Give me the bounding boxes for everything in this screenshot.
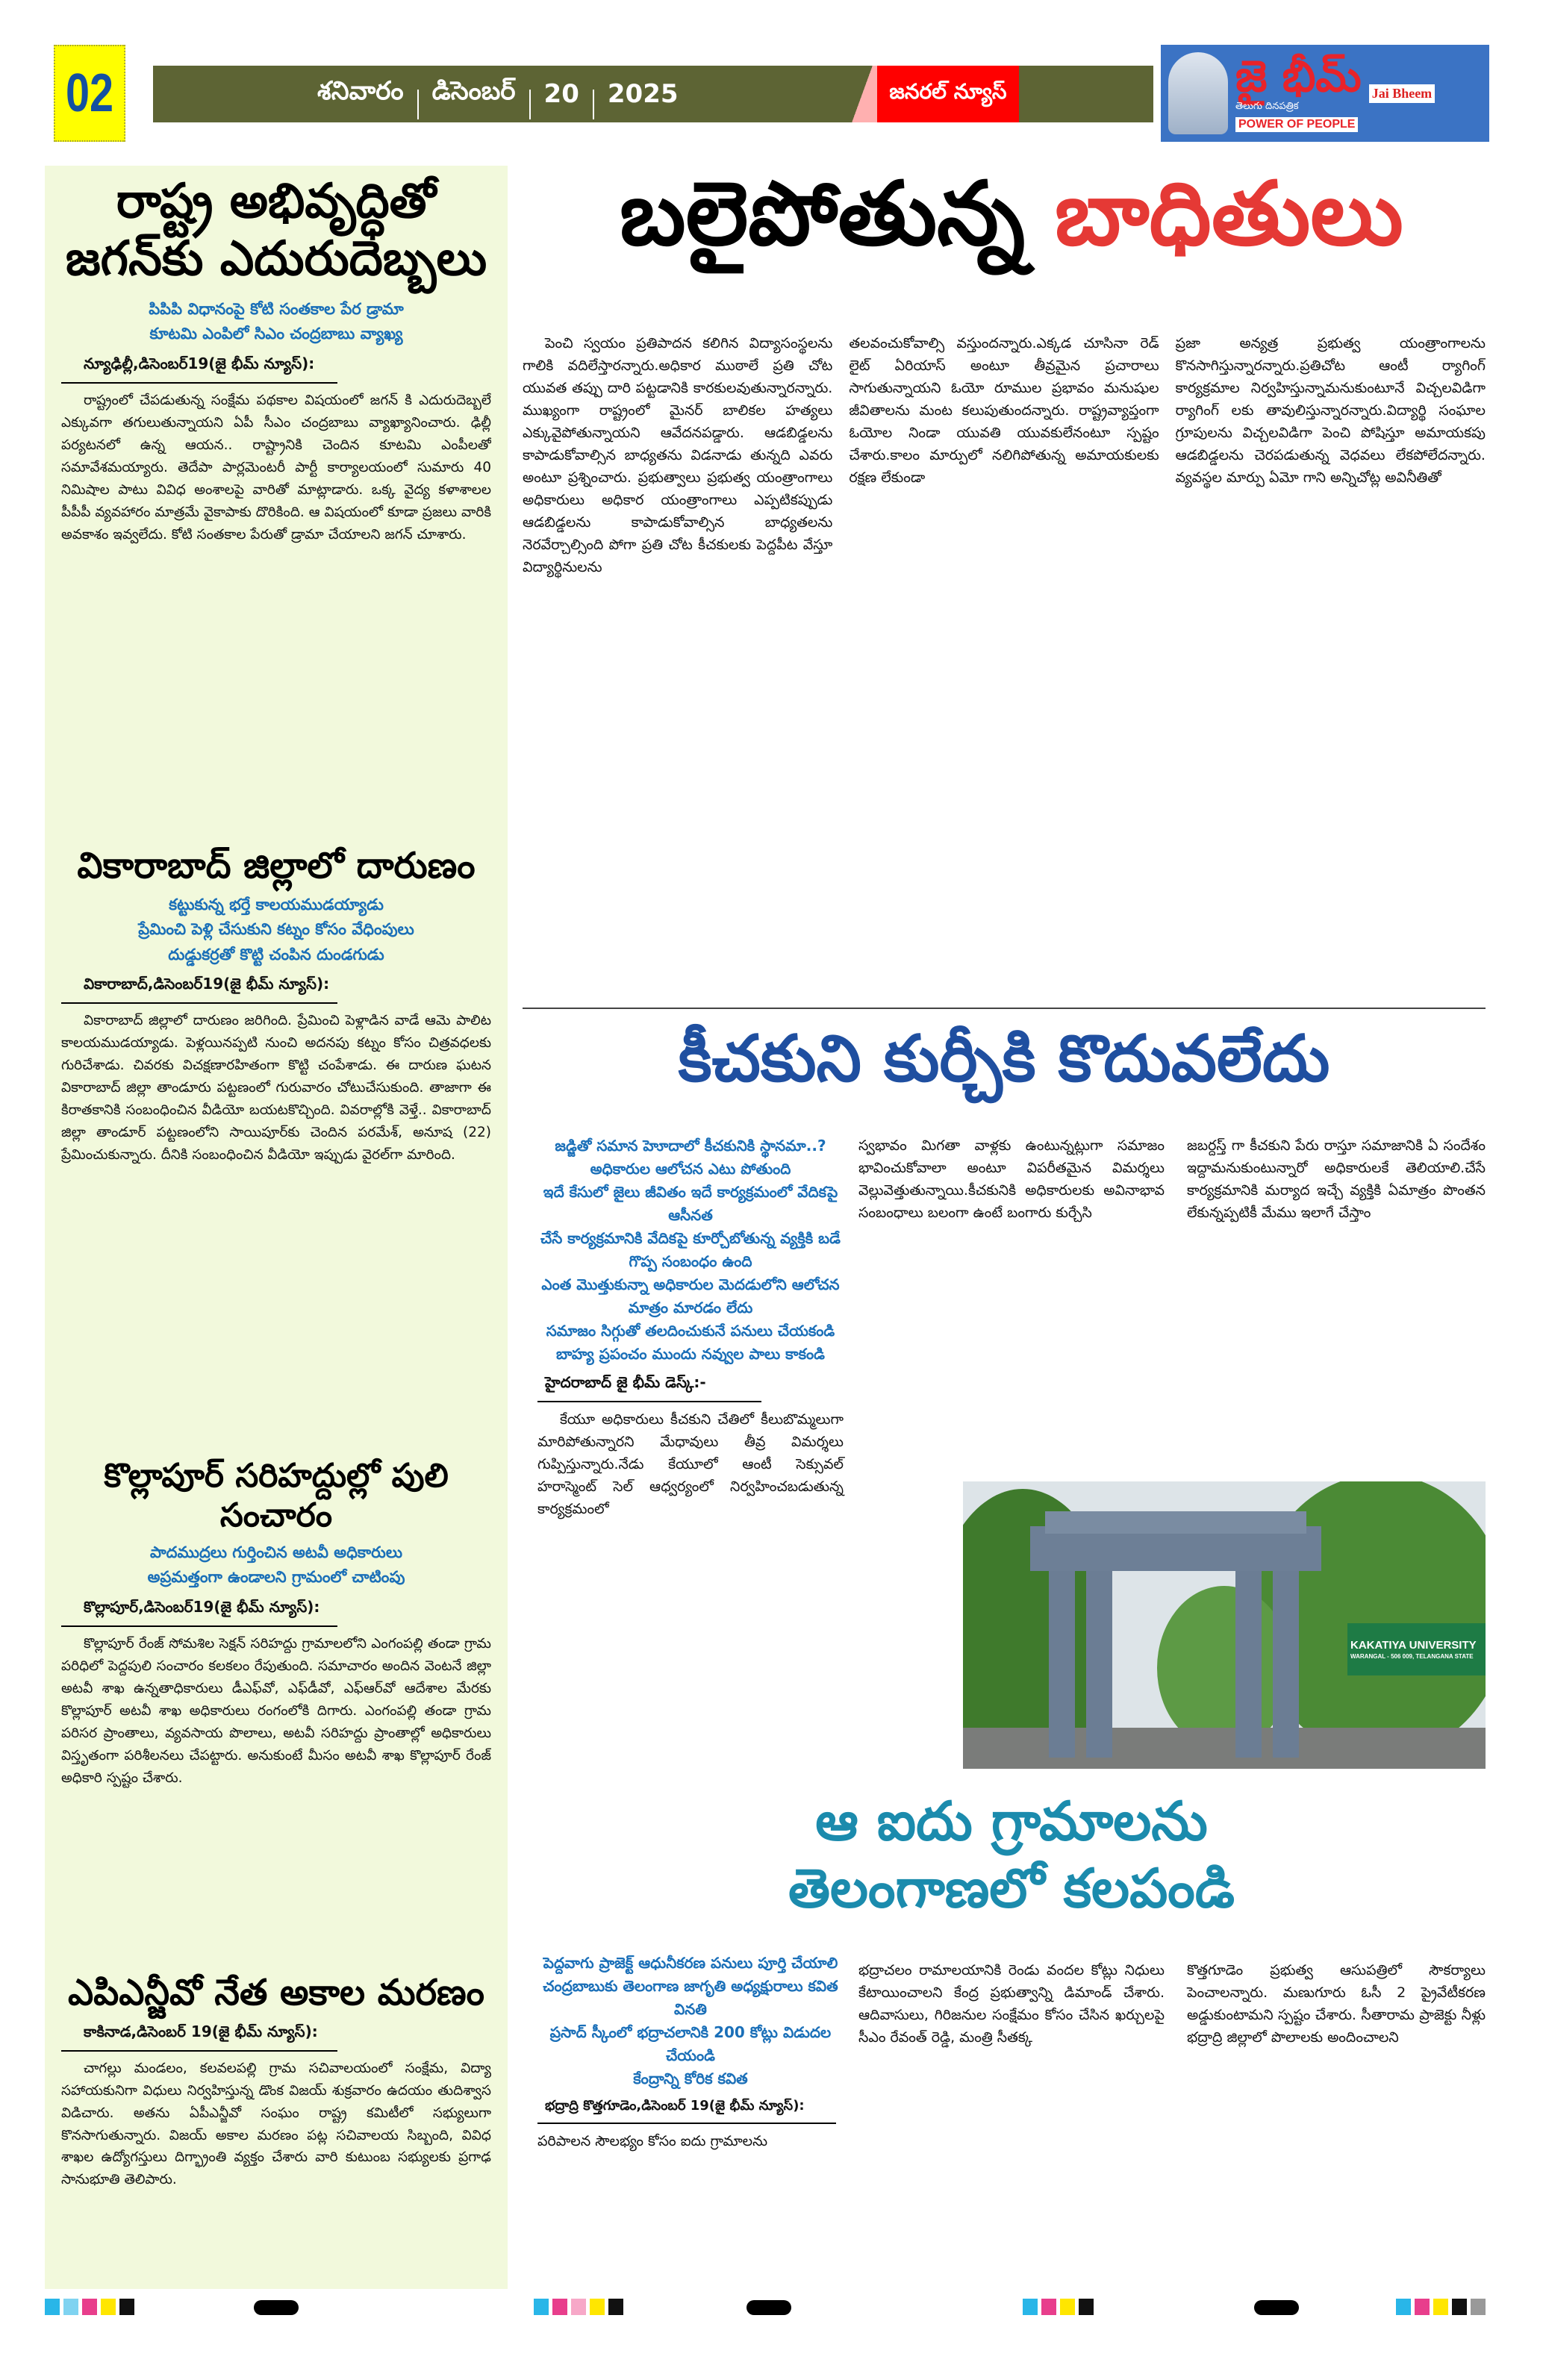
story-apngo	[61, 1972, 491, 2285]
logo-title: జై భీమ్	[1235, 51, 1362, 101]
story-body: చాగల్లు మండలం, కలవలపల్లి గ్రామ సచివాలయంలో సంక్షేమ, విద్యా సహాయకునిగా విధులు నిర్వహిస్తున్న డొంక విజయ్ శుక్రవారం ఉదయం తుదిశ్వాస విడిచారు. అతను ఏపీఎన్జీవో సంఘం రాష్ట్ర కమిటీలో సభ్యులుగా కొనసాగుతున్నారు. విజయ్ అకాల మరణం పట్ల సచివాలయ సిబ్బంది, వివిధ శాఖల ఉద్యోగస్తులు దిగ్భ్రాంతి వ్యక్తం చేశారు వారి కుటుంబ సభ్యులకు ప్రగాఢ సానుభూతి తెలిపారు.	[61, 2060, 491, 2188]
story-subhead: సమాజం సిగ్గుతో తలదించుకునే పనులు చేయకండి	[546, 1322, 835, 1340]
color-swatch	[1023, 2299, 1038, 2315]
university-sign-name: KAKATIYA UNIVERSITY	[1350, 1639, 1477, 1652]
color-swatch	[101, 2299, 116, 2315]
kichaka-column-3: జబర్దస్త్ గా కీచకుని పేరు రాస్తూ సమాజానికి ఏ సందేశం ఇద్దామనుకుంటున్నారో అధికారులకే తెలియాలి.చేసే కార్యక్రమానికి మర్యాద ఇచ్చే వ్యక్తికి ఏమాత్రం పొంతన లేకున్నప్పటికీ మేము ఇలాగే చేస్తాం	[1187, 1137, 1486, 1222]
page-number: 02	[54, 45, 125, 142]
section-divider	[523, 1008, 1486, 1009]
story-subhead: అధికారుల ఆలోచన ఎటు పోతుంది	[590, 1160, 791, 1178]
story-subhead: ప్రసాద్ స్కీంలో భద్రాచలానికి 200 కోట్లు విడుదల చేయండి	[549, 2023, 832, 2064]
color-swatch	[1396, 2299, 1411, 2315]
story-dateline: కొల్లాపూర్,డిసెంబర్19(జై భీమ్ న్యూస్):	[61, 1590, 337, 1627]
kichaka-column-2: స్వభావం మిగతా వాళ్లకు ఉంటున్నట్లుగా సమాజం భావించుకోవాలా అంటూ విపరీతమైన విమర్శలు వెల్లువెత్తుతున్నాయి.కీచకునికి అధికారులకు అవినాభావ సంబంధాలు బలంగా ఉంటే బంగారు కుర్చేసి	[858, 1137, 1165, 1222]
color-swatch	[1471, 2299, 1486, 2315]
print-color-marks	[0, 2299, 1543, 2321]
color-swatch	[608, 2299, 623, 2315]
kavitha-column-1	[537, 1952, 844, 2152]
story-subhead: జడ్జితో సమాన హెూదాలో కీచకునికి స్థానమా..?	[555, 1137, 826, 1155]
registration-mark	[1254, 2300, 1299, 2315]
tv-logo: Jai Bheem	[1369, 84, 1436, 103]
color-swatch	[590, 2299, 605, 2315]
story-subhead: పాదముద్రలు గుర్తించిన అటవీ అధికారులు	[150, 1543, 402, 1561]
year: 2025	[607, 79, 679, 109]
section-badge: జనరల్ న్యూస్	[877, 66, 1019, 122]
story-body: వికారాబాద్ జిల్లాలో దారుణం జరిగింది. ప్రేమించి పెళ్లాడిన వాడే ఆమె పాలిట కాలయముడయ్యాడు. పెళ్లయినప్పటి నుంచి అదనపు కట్నం కోసం చిత్రవధలకు గురిచేశాడు. చివరకు విచక్షణారహితంగా కొట్టి చంపేశాడు. ఈ దారుణ ఘటన వికారాబాద్ జిల్లా తాండూరు పట్టణంలో గురువారం చోటుచేసుకుంది. తాజాగా ఈ కిరాతకానికి సంబంధించిన వీడియో బయటకొచ్చింది. వివరాల్లోకి వెళ్తే.. వికారాబాద్ జిల్లా తాండూర్ పట్టణంలోని సాయిపూర్‌కు చెందిన పరమేశ్, అనూష (22) ప్రేమించుకున్నారు. దీనికి సంబంధించిన వీడియో ఇప్పుడు వైరల్‌గా మారింది.	[61, 1013, 491, 1164]
story-headline: ఎపిఎన్జీవో నేత అకాల మరణం	[67, 1972, 485, 2014]
color-swatch	[82, 2299, 97, 2315]
story-subhead: అప్రమత్తంగా ఉండాలని గ్రామంలో చాటింపు	[147, 1568, 405, 1587]
story-subhead: ఎంత మొత్తుకున్నా అధికారుల మెదడులోని ఆలోచన మాత్రం మారడం లేదు	[541, 1275, 840, 1317]
story-subhead: బాహ్య ప్రపంచం ముందు నవ్వుల పాలు కాకండి	[556, 1345, 825, 1363]
story-headline: కొల్లాపూర్ సరిహద్దుల్లో పులి సంచారం	[104, 1457, 449, 1534]
story-dateline: భద్రాద్రి కొత్తగూడెం,డిసెంబర్ 19(జై భీమ్ న్యూస్):	[537, 2090, 836, 2124]
divider	[417, 90, 419, 119]
lead-headline-red: బాధితులు	[1054, 161, 1403, 265]
university-sign-address: WARANGAL - 506 009, TELANGANA STATE	[1350, 1652, 1474, 1660]
story-vikarabad	[61, 845, 491, 1457]
color-swatch	[1079, 2299, 1094, 2315]
color-swatch	[119, 2299, 134, 2315]
color-swatch	[534, 2299, 549, 2315]
color-swatch	[552, 2299, 567, 2315]
lead-column-3: ప్రజా అన్యత్ర ప్రభుత్వ యంత్రాంగాలను కొనసాగిస్తున్నారన్నారు.ప్రతిచోట ఆంటీ ర్యాగింగ్ కార్యక్రమాల నిర్వహిస్తున్నామనుకుంటూనే విచ్చలవిడిగా ర్యాగింగ్ లకు తావులిస్తున్నారన్నారు.విద్యార్థి సంఘాల గ్రూపులను విచ్చలవిడిగా పెంచి పోషిస్తూ అమాయకపు ఆడబిడ్డలను చెరపడుతున్న వెధవలు లేకపోలేదన్నారు. వ్యవస్థల మార్పు ఏమో గాని అన్నిచోట్ల అవినీతితో	[1175, 335, 1486, 487]
story-body: రాష్ట్రంలో చేపడుతున్న సంక్షేమ పథకాల విషయంలో జగన్ కి ఎదురుదెబ్బలే ఎక్కువగా తగులుతున్నాయని ఏపీ సీఎం చంద్రబాబు వ్యాఖ్యానించారు. ఢిల్లీ పర్యటనలో ఉన్న ఆయన.. రాష్ట్రానికి చెందిన కూటమి ఎంపీలతో సమావేశమయ్యారు. తెదేపా పార్లమెంటరీ పార్టీ కార్యాలయంలో సుమారు 40 నిమిషాల పాటు వివిధ అంశాలపై వారితో మాట్లాడారు. ఒక్క వైద్య కళాశాలల పీపీపీ వ్యవహారం మాత్రమే వైకాపాకు దొరికింది. ఆ విషయంలో కూడా ప్రజలు వారికి అవకాశం ఇవ్వలేదు. కోటి సంతకాల పేరుతో డ్రామా చేయాలని జగన్ చూశారు.	[61, 392, 491, 543]
kichaka-column-1	[537, 1134, 844, 1520]
story-dateline: హైదరాబాద్ జై భీమ్ డెస్క్:-	[537, 1366, 761, 1402]
story-dateline: వికారాబాద్,డిసెంబర్19(జై భీమ్ న్యూస్):	[61, 967, 337, 1004]
kakatiya-university-gate-photo	[963, 1481, 1486, 1769]
story-kollapur	[61, 1457, 491, 1972]
story-headline: వికారాబాద్ జిల్లాలో దారుణం	[77, 845, 476, 887]
month: డిసెంబర్	[431, 76, 516, 106]
lead-headline	[537, 161, 1486, 284]
color-swatch	[1041, 2299, 1056, 2315]
date: 20	[543, 79, 579, 109]
story-subhead: చేసే కార్యక్రమానికి వేదికపై కూర్చోబోతున్న వ్యక్తికి బడే గొప్ప సంబంధం ఉంది	[540, 1229, 841, 1270]
ambedkar-portrait-icon	[1168, 52, 1228, 134]
story-subhead: చంద్రబాబుకు తెలంగాణ జాగృతి అధ్యక్షురాలు కవిత వినతి	[543, 1977, 838, 2018]
color-swatch	[1060, 2299, 1075, 2315]
kavitha-headline-line-2: తెలంగాణలో కలపండి	[788, 1857, 1235, 1920]
story-body: పరిపాలన సౌలభ్యం కోసం ఐదు గ్రామాలను	[537, 2133, 768, 2149]
story-dateline: న్యూఢిల్లీ,డిసెంబర్19(జై భీమ్ న్యూస్):	[61, 347, 337, 384]
kavitha-column-2: భద్రాచలం రామాలయానికి రెండు వందల కోట్లు నిధులు కేటాయించాలని కేంద్ర ప్రభుత్వాన్ని డిమాండ్ చేశారు. ఆదివాసులు, గిరిజనుల సంక్షేమం కోసం చేసిన ఖర్చులపై సీఎం రేవంత్ రెడ్డి, మంత్రి సీతక్క	[858, 1962, 1165, 2046]
color-swatch	[63, 2299, 78, 2315]
newspaper-logo	[1161, 45, 1489, 142]
story-subhead: ప్రేమించి పెళ్లి చేసుకుని కట్నం కోసం వేధింపులు	[138, 920, 414, 939]
day: శనివారం	[317, 76, 404, 106]
story-subhead: కూటమి ఎంపిలో సిఎం చంద్రబాబు వ్యాఖ్య	[149, 325, 403, 343]
logo-tagline: తెలుగు దినపత్రిక	[1235, 101, 1299, 112]
color-swatch	[1415, 2299, 1430, 2315]
story-headline: రాష్ట్ర అభివృద్ధితో జగన్‌కు ఎదురుదెబ్బలు	[65, 174, 487, 287]
story-jagan	[61, 173, 491, 845]
story-subhead: పెద్దవాగు ప్రాజెక్ట్ ఆధునీకరణ పనులు పూర్తి చేయాలి	[543, 1954, 838, 1972]
story-body: కేయూ అధికారులు కీచకుని చేతిలో కీలుబొమ్మలుగా మారిపోతున్నారని మేధావులు తీవ్ర విమర్శలు గుప్పిస్తున్నారు.నేడు కేయూలో ఆంటీ సెక్సువల్ హరాస్మెంట్ సెల్ ఆధ్వర్యంలో నిర్వహించబడుతున్న కార్యక్రమంలో	[537, 1411, 844, 1518]
story-body: కొల్లాపూర్ రేంజ్ సోమశిల సెక్షన్ సరిహద్దు గ్రామాలలోని ఎంగంపల్లి తండా గ్రామ పరిధిలో పెద్దపులి సంచారం కలకలం రేపుతుంది. సమాచారం అందిన వెంటనే జిల్లా అటవీ శాఖ ఉన్నతాధికారులు డీఎఫ్‌వో, ఎఫ్‌డీవో, ఎఫ్ఆర్‌వో ఆదేశాల మేరకు కొల్లాపూర్ అటవీ శాఖ అధికారులు రంగంలోకి దిగారు. ఎంగంపల్లి తండా గ్రామ పరిసర ప్రాంతాలు, వ్యవసాయ పొలాలు, అటవీ సరిహద్దు ప్రాంతాల్లో అధికారులు విస్తృతంగా పరిశీలనలు చేపట్టారు. అనుకుంటే మీసం అటవీ శాఖ కొల్లాపూర్ రేంజ్ అధికారి స్పష్టం చేశారు.	[61, 1635, 491, 1786]
color-swatch	[1452, 2299, 1467, 2315]
divider	[593, 90, 594, 119]
story-subhead: దుడ్డుకర్రతో కొట్టి చంపిన దుండగుడు	[168, 945, 384, 963]
color-swatch	[571, 2299, 586, 2315]
kavitha-headline-line-1: ఆ ఐదు గ్రామాలను	[815, 1790, 1208, 1852]
divider	[529, 90, 531, 119]
story-subhead: కేంద్రాన్ని కోరిక కవిత	[633, 2070, 748, 2087]
logo-slogan: POWER OF PEOPLE	[1235, 117, 1358, 132]
kavitha-headline	[537, 1787, 1486, 1922]
left-news-column	[45, 166, 508, 2289]
story-dateline: కాకినాడ,డిసెంబర్ 19(జై భీమ్ న్యూస్):	[61, 2015, 337, 2052]
kavitha-column-3: కొత్తగూడెం ప్రభుత్వ ఆసుపత్రిలో సౌకర్యాలు పెంచాలన్నారు. మణుగూరు ఓసీ 2 ప్రైవేటీకరణ అడ్డుకుంటామని స్పష్టం చేశారు. సీతారామ ప్రాజెక్టు నీళ్లు భద్రాద్రి జిల్లాలో పొలాలకు అందించాలని	[1187, 1962, 1486, 2046]
kichaka-headline: కీచకుని కుర్చీకి కొదువలేదు	[678, 1022, 1330, 1096]
university-sign	[1347, 1623, 1486, 1675]
lead-column-1: పెంచి స్వయం ప్రతిపాదన కలిగిన విద్యాసంస్థలను గాలికి వదిలేస్తారన్నారు.అధికార ముఠాలే ప్రతి చోట యువత తప్పు దారి పట్టడానికి కారకులవుతున్నారన్నారు. ముఖ్యంగా రాష్ట్రంలో మైనర్ బాలికల హత్యలు ఎక్కువైపోతున్నాయని ఆవేదనపడ్డారు. ఆడబిడ్డలను కాపాడుకోవాల్సిన బాధ్యతను విడనాడు తున్నది ఎవరు అంటూ ప్రశ్నించారు. ప్రభుత్వాలు ప్రభుత్వ యంత్రాంగాలు అధికారులు అధికార యంత్రాంగాలు ఎప్పటికప్పుడు ఆడబిడ్డలను కాపాడుకోవాల్సిన బాధ్యతలను నెరవేర్చాల్సింది పోగా ప్రతి చోట కీచకులకు పెద్దపీట వేస్తూ విద్యార్థినులను	[523, 335, 833, 576]
color-swatch	[1433, 2299, 1448, 2315]
lead-story-body	[523, 332, 1486, 996]
story-subhead: ఇదే కేసులో జైలు జీవితం ఇదే కార్యక్రమంలో వేదికపై ఆసీనత	[543, 1183, 838, 1224]
registration-mark	[746, 2300, 791, 2315]
registration-mark	[254, 2300, 299, 2315]
story-subhead: కట్టుకున్న భర్తే కాలయముడయ్యాడు	[169, 895, 384, 913]
lead-headline-black: బలైపోతున్న	[620, 161, 1025, 265]
story-subhead: పిపిపి విధానంపై కోటి సంతకాల పేర డ్రామా	[149, 299, 404, 318]
lead-column-2: తలవంచుకోవాల్సి వస్తుందన్నారు.ఎక్కడ చూసినా రెడ్ లైట్ ఏరియాస్ అంటూ తీవ్రమైన ప్రచారాలు సాగుతున్నాయని ఓయో రూముల ప్రభావం మనుషుల జీవితాలను మంట కలుపుతుందన్నారు. రాష్ట్రవ్యాప్తంగా ఓయోల నిండా యువతి యువకులేనంటూ స్పష్టం చేశారు.కాలం మార్పులో నలిగిపోతున్న అమాయకులకు రక్షణ లేకుండా	[849, 335, 1159, 487]
color-swatch	[45, 2299, 60, 2315]
